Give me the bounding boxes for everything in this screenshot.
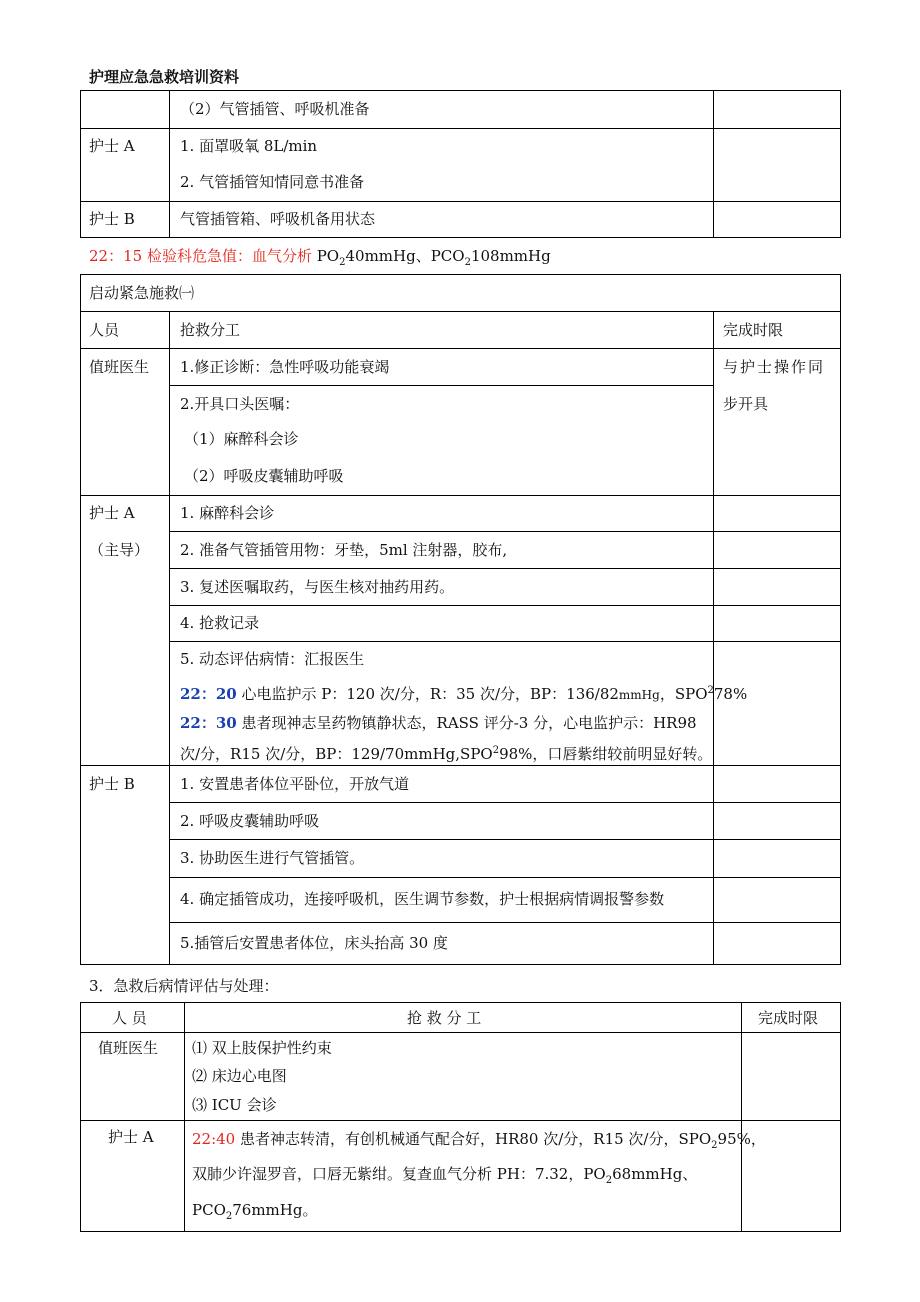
table-cell: 5.插管后安置患者体位，床头抬高 30 度: [180, 934, 448, 952]
assessment-line: 双肺少许湿罗音，口唇无紫绀。复查血气分析 PH：7.32，$PO_268mmHg$、: [192, 1165, 698, 1186]
header-time: 完成时限: [723, 321, 784, 339]
time-cell: 与护士操作同: [723, 358, 826, 376]
header-role: 人 员: [112, 1009, 147, 1027]
table-cell: 1. 麻醉科会诊: [180, 504, 275, 522]
table-cell: 4. 确定插管成功，连接呼吸机，医生调节参数，护士根据病情调报警参数: [180, 890, 665, 908]
table-cell: 2. 准备气管插管用物：牙垫，5ml 注射器，胶布,: [180, 541, 508, 559]
assessment-line: 22:40 患者神志转清，有创机械通气配合好，HR80 次/分，R15 次/分，$SPO_295\%$，: [192, 1130, 766, 1151]
header-time: 完成时限: [758, 1009, 819, 1027]
table-cell: 气管插管箱、呼吸机备用状态: [180, 210, 376, 228]
table-cell: （2）呼吸皮囊辅助呼吸: [184, 467, 344, 485]
header-role: 人员: [89, 321, 120, 339]
alert-prefix: 22：15 检验科危急值：血气分析: [89, 247, 317, 265]
table-cell: 2. 呼吸皮囊辅助呼吸: [180, 812, 320, 830]
role-label: 护士 B: [89, 775, 135, 793]
timestamp: 22:40: [192, 1130, 236, 1148]
table-cell: ⑵ 床边心电图: [192, 1067, 287, 1085]
header-task: 抢救分工: [180, 321, 241, 339]
table-cell: （1）麻醉科会诊: [184, 430, 299, 448]
section-heading: 3．急救后病情评估与处理：: [89, 977, 279, 995]
table-cell: 1. 安置患者体位平卧位，开放气道: [180, 775, 410, 793]
table-cell: ⑴ 双上肢保护性约束: [192, 1039, 332, 1057]
table-cell: 5. 动态评估病情：汇报医生: [180, 650, 365, 668]
table-cell: 4. 抢救记录: [180, 614, 260, 632]
role-label: 护士 B: [89, 210, 135, 228]
document-title: 护理应急急救培训资料: [89, 68, 240, 86]
table-title: 启动紧急施救㈠: [89, 284, 195, 302]
role-label: 护士 A: [108, 1128, 154, 1146]
role-label: 值班医生: [98, 1039, 159, 1057]
vitals-line: 22：30 患者现神志呈药物镇静状态，RASS 评分-3 分，心电监护示：HR98: [180, 714, 697, 732]
table-cell: 1.修正诊断：急性呼吸功能衰竭: [180, 358, 390, 376]
role-sublabel: （主导）: [89, 541, 150, 559]
table-cell: （2）气管插管、呼吸机准备: [180, 100, 370, 118]
assessment-line: $PCO_276mmHg$。: [192, 1201, 318, 1222]
header-task: 抢 救 分 工: [407, 1009, 482, 1027]
role-label: 护士 A: [89, 504, 135, 522]
table-cell: 3. 复述医嘱取药，与医生核对抽药用药。: [180, 578, 455, 596]
timestamp: 22：30: [180, 714, 237, 732]
table-cell: ⑶ ICU 会诊: [192, 1096, 277, 1114]
critical-value-alert: 22：15 检验科危急值：血气分析 $PO_240mmHg$、$PCO_2108mmHg$: [89, 247, 551, 268]
table-cell: 2.开具口头医嘱：: [180, 395, 300, 413]
table-cell: 1. 面罩吸氧 8L/min: [180, 137, 318, 155]
table-cell: 2. 气管插管知情同意书准备: [180, 173, 365, 191]
vitals-line: 22：20 心电监护示 P：120 次/分，R：35 次/分，BP：136/82mmHg，SPO$^2$78%: [180, 685, 748, 703]
role-label: 护士 A: [89, 137, 135, 155]
role-label: 值班医生: [89, 358, 150, 376]
table-cell: 3. 协助医生进行气管插管。: [180, 849, 365, 867]
time-cell: 步开具: [723, 395, 769, 413]
vitals-line: 次/分，R15 次/分，BP：129/70mmHg,SPO$^2$98%，口唇紫绀较前明显好转。: [180, 745, 713, 763]
timestamp: 22：20: [180, 685, 237, 703]
